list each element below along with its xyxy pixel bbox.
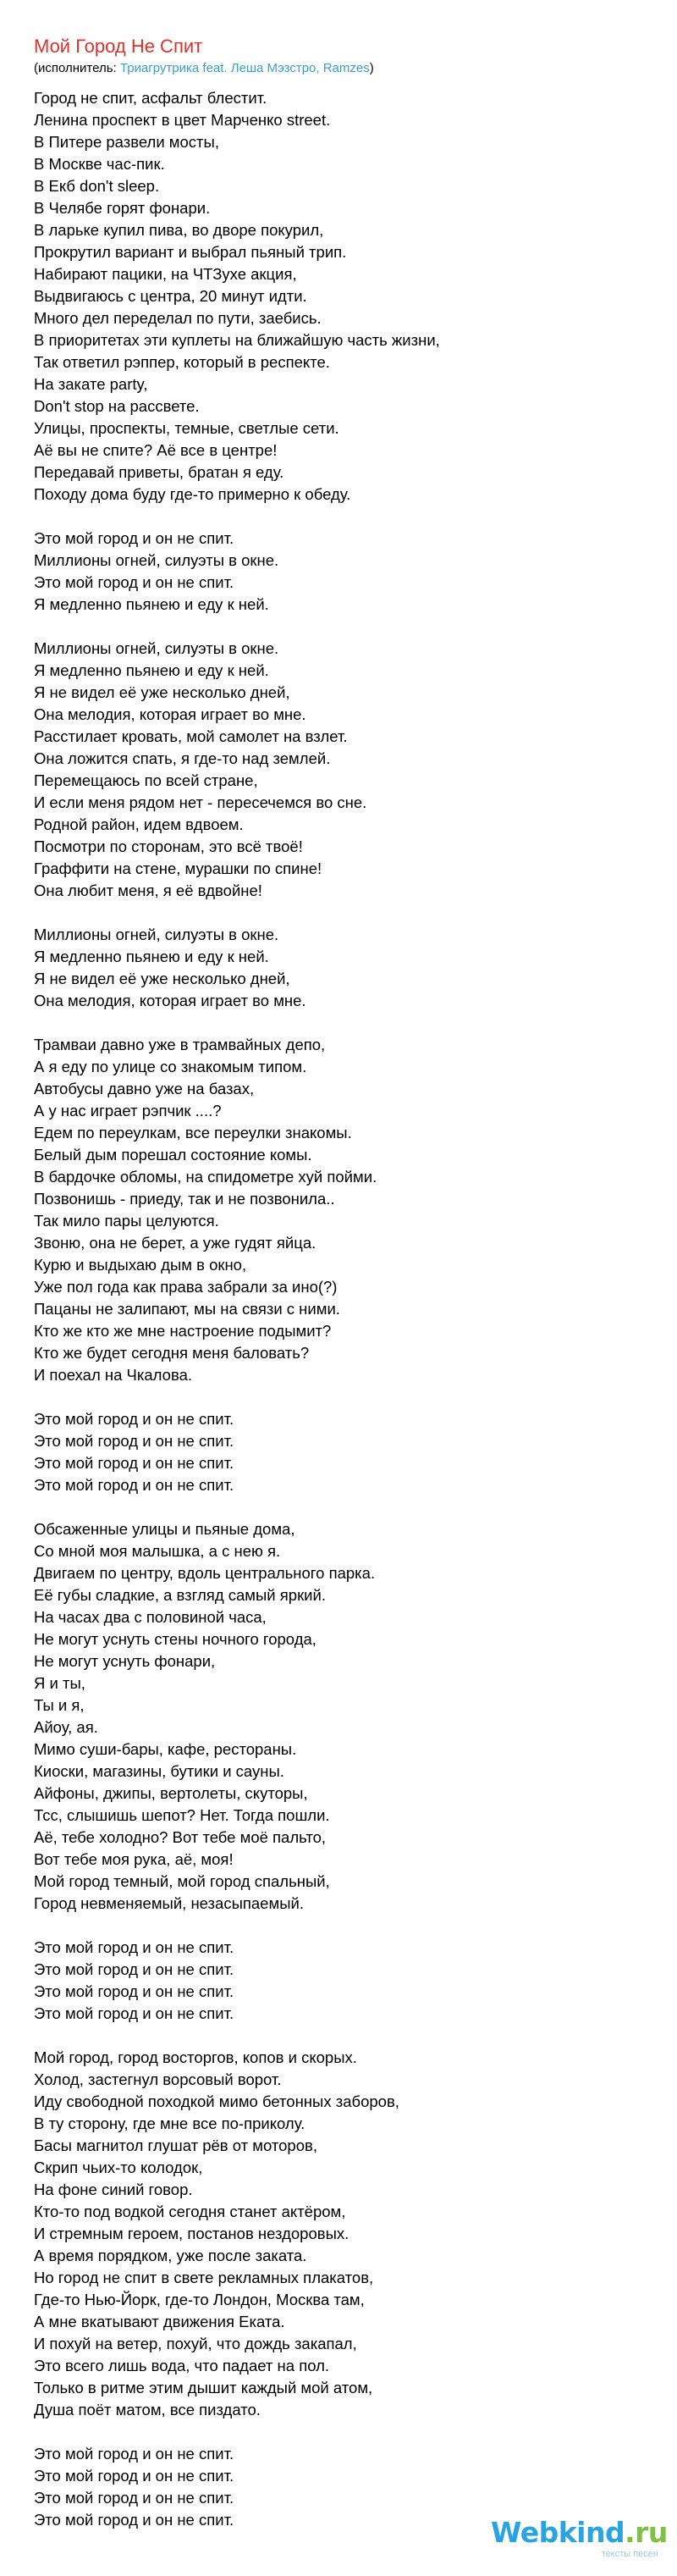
lyric-line: Басы магнитол глушат рёв от моторов, bbox=[34, 2137, 317, 2154]
lyric-line: Прокрутил вариант и выбрал пьяный трип. bbox=[34, 243, 347, 261]
lyric-line: Я не видел её уже несколько дней, bbox=[34, 970, 290, 987]
lyric-line: Мимо суши-бары, кафе, рестораны. bbox=[34, 1740, 297, 1758]
lyric-line: В Питере развели мосты, bbox=[34, 133, 219, 151]
lyric-line: Город невменяемый, незасыпаемый. bbox=[34, 1894, 304, 1912]
lyric-line: Ленина проспект в цвет Марченко street. bbox=[34, 111, 331, 129]
lyric-line: Кто же кто же мне настроение подымит? bbox=[34, 1322, 332, 1340]
lyric-line: Со мной моя малышка, а с нею я. bbox=[34, 1542, 281, 1560]
lyrics-stanza bbox=[34, 1034, 660, 1386]
lyric-line: Миллионы огней, силуэты в окне. bbox=[34, 926, 279, 943]
lyric-line: Выдвигаюсь с центра, 20 минут идти. bbox=[34, 287, 307, 305]
lyric-line: В Челябе горят фонари. bbox=[34, 199, 211, 217]
lyric-line: Но город не спит в свете рекламных плакатов, bbox=[34, 2269, 374, 2286]
lyric-line: Трамваи давно уже в трамвайных депо, bbox=[34, 1036, 326, 1053]
lyric-line: Это мой город и он не спит. bbox=[34, 2004, 234, 2022]
lyric-line: Это мой город и он не спит. bbox=[34, 2445, 234, 2463]
lyric-line: Миллионы огней, силуэты в окне. bbox=[34, 639, 279, 657]
lyric-line: Я медленно пьянею и еду к ней. bbox=[34, 595, 269, 613]
lyric-line: Походу дома буду где-то примерно к обеду. bbox=[34, 485, 351, 503]
lyric-line: В бардочке обломы, на спидометре хуй пойми. bbox=[34, 1168, 377, 1186]
lyric-line: На часах два с половиной часа, bbox=[34, 1608, 267, 1626]
lyric-line: Город не спит, асфальт блестит. bbox=[34, 89, 267, 107]
lyric-line: Где-то Нью-Йорк, где-то Лондон, Москва там, bbox=[34, 2291, 365, 2308]
lyric-line: Киоски, магазины, бутики и сауны. bbox=[34, 1762, 284, 1780]
lyric-line: Родной район, идем вдвоем. bbox=[34, 815, 244, 833]
lyric-line: Посмотри по сторонам, это всё твоё! bbox=[34, 837, 303, 855]
lyric-line: Звоню, она не берет, а уже гудят яйца. bbox=[34, 1234, 316, 1252]
lyrics-stanza bbox=[34, 924, 660, 1012]
credits-suffix: ) bbox=[369, 61, 374, 75]
lyric-line: Это мой город и он не спит. bbox=[34, 2467, 234, 2485]
lyric-line: Так мило пары целуются. bbox=[34, 1212, 219, 1230]
lyric-line: Она любит меня, я её вдвойне! bbox=[34, 882, 262, 899]
logo-wordmark bbox=[491, 2516, 668, 2549]
lyric-line: В приоритетах эти куплеты на ближайшую часть жизни, bbox=[34, 331, 440, 349]
lyric-line: Это мой город и он не спит. bbox=[34, 573, 234, 591]
logo-tagline: тексты песен bbox=[601, 2549, 658, 2559]
lyric-line: Я медленно пьянею и еду к ней. bbox=[34, 948, 269, 965]
lyric-line: Вот тебе моя рука, аё, моя! bbox=[34, 1850, 234, 1868]
lyric-line: Don't stop на рассвете. bbox=[34, 397, 200, 415]
lyrics-stanza bbox=[34, 638, 660, 902]
lyric-line: Уже пол года как права забрали за ино(?) bbox=[34, 1278, 338, 1296]
lyric-line: На фоне синий говор. bbox=[34, 2181, 193, 2198]
lyric-line: Набирают пацики, на ЧТЗухе акция, bbox=[34, 265, 297, 283]
lyric-line: Это мой город и он не спит. bbox=[34, 1960, 234, 1978]
lyric-line: А у нас играет рэпчик ....? bbox=[34, 1102, 222, 1119]
lyric-line: Это мой город и он не спит. bbox=[34, 2489, 234, 2507]
lyric-line: Я не видел её уже несколько дней, bbox=[34, 683, 290, 701]
lyric-line: А время порядком, уже после заката. bbox=[34, 2247, 307, 2264]
lyric-line: Кто же будет сегодня меня баловать? bbox=[34, 1344, 310, 1362]
lyric-line: Это мой город и он не спит. bbox=[34, 1454, 234, 1472]
lyric-line: Она мелодия, которая играет во мне. bbox=[34, 992, 306, 1009]
lyric-line: Это мой город и он не спит. bbox=[34, 1476, 234, 1494]
logo-word-ru: .ru bbox=[625, 2516, 668, 2549]
lyric-line: Едем по переулкам, все переулки знакомы. bbox=[34, 1124, 352, 1142]
credits-prefix: (исполнитель: bbox=[34, 61, 120, 75]
lyric-line: Позвонишь - приеду, так и не позвонила.. bbox=[34, 1190, 335, 1208]
lyric-line: Душа поёт матом, все пиздато. bbox=[34, 2401, 261, 2418]
lyrics-body bbox=[34, 87, 660, 2553]
artist-link[interactable]: Триагрутрика feat. Леша Мэзстро, Ramzes bbox=[119, 61, 370, 75]
lyric-line: Ты и я, bbox=[34, 1696, 85, 1714]
logo-word-web: Web bbox=[491, 2516, 559, 2549]
lyrics-stanza bbox=[34, 87, 660, 506]
song-credits bbox=[34, 61, 374, 76]
lyric-line: Это мой город и он не спит. bbox=[34, 1938, 234, 1956]
lyric-line: Курю и выдыхаю дым в окно, bbox=[34, 1256, 247, 1274]
lyric-line: Не могут уснуть стены ночного города, bbox=[34, 1630, 316, 1648]
lyric-line: Аё вы не спите? Аё все в центре! bbox=[34, 441, 278, 459]
lyric-line: А мне вкатывают движения Еката. bbox=[34, 2313, 285, 2330]
lyric-line: Миллионы огней, силуэты в окне. bbox=[34, 551, 279, 569]
lyric-line: И поехал на Чкалова. bbox=[34, 1366, 192, 1384]
lyric-line: А я еду по улице со знакомым типом. bbox=[34, 1058, 307, 1075]
lyric-line: На закате party, bbox=[34, 375, 148, 393]
lyric-line: Расстилает кровать, мой самолет на взлет. bbox=[34, 727, 348, 745]
lyric-line: Это мой город и он не спит. bbox=[34, 529, 234, 547]
lyric-line: Обсаженные улицы и пьяные дома, bbox=[34, 1520, 295, 1538]
lyric-line: Кто-то под водкой сегодня станет актёром, bbox=[34, 2203, 346, 2220]
lyric-line: Это мой город и он не спит. bbox=[34, 1432, 234, 1450]
lyric-line: Белый дым порешал состояние комы. bbox=[34, 1146, 312, 1164]
lyric-line: Айоу, ая. bbox=[34, 1718, 98, 1736]
lyric-line: Не могут уснуть фонари, bbox=[34, 1652, 216, 1670]
lyric-line: Это мой город и он не спит. bbox=[34, 1982, 234, 2000]
lyric-line: Перемещаюсь по всей стране, bbox=[34, 771, 258, 789]
lyric-line: Холод, застегнул ворсовый ворот. bbox=[34, 2070, 282, 2088]
lyric-line: Иду свободной походкой мимо бетонных заборов, bbox=[34, 2092, 399, 2110]
lyric-line: Это мой город и он не спит. bbox=[34, 1410, 234, 1428]
lyrics-stanza bbox=[34, 1518, 660, 1915]
lyric-line: Передавай приветы, братан я еду. bbox=[34, 463, 284, 481]
lyric-line: Я и ты, bbox=[34, 1674, 85, 1692]
lyrics-stanza bbox=[34, 1408, 660, 1496]
lyric-line: Она ложится спать, я где-то над землей. bbox=[34, 749, 331, 767]
webkind-logo[interactable] bbox=[491, 2516, 668, 2568]
lyric-line: В Екб don't sleep. bbox=[34, 177, 160, 195]
lyric-line: Аё, тебе холодно? Вот тебе моё пальто, bbox=[34, 1828, 327, 1846]
lyric-line: И стремным героем, постанов нездоровых. bbox=[34, 2225, 350, 2242]
lyric-line: Мой город темный, мой город спальный, bbox=[34, 1872, 330, 1890]
lyric-line: Автобусы давно уже на базах, bbox=[34, 1080, 255, 1097]
lyric-line: Я медленно пьянею и еду к ней. bbox=[34, 661, 269, 679]
lyric-line: Двигаем по центру, вдоль центрального парка. bbox=[34, 1564, 376, 1582]
lyric-line: Это всего лишь вода, что падает на пол. bbox=[34, 2357, 330, 2374]
lyric-line: Так ответил рэппер, который в респекте. bbox=[34, 353, 330, 371]
song-title: Мой Город Не Спит bbox=[34, 36, 203, 57]
lyric-line: Мой город, город восторгов, копов и скорых. bbox=[34, 2048, 357, 2066]
lyric-line: В ту сторону, где мне все по-приколу. bbox=[34, 2114, 305, 2132]
lyric-line: Улицы, проспекты, темные, светлые сети. bbox=[34, 419, 339, 437]
lyric-line: Много дел переделал по пути, заебись. bbox=[34, 309, 322, 327]
lyric-line: Только в ритме этим дышит каждый мой атом, bbox=[34, 2379, 373, 2396]
lyric-line: Это мой город и он не спит. bbox=[34, 2511, 234, 2529]
lyric-line: Пацаны не залипают, мы на связи с ними. bbox=[34, 1300, 340, 1318]
logo-word-kind: kind bbox=[558, 2516, 625, 2549]
lyric-line: В ларьке купил пива, во дворе покурил, bbox=[34, 221, 324, 239]
lyric-line: Тсс, слышишь шепот? Нет. Тогда пошли. bbox=[34, 1806, 330, 1824]
lyric-line: Скрип чьих-то колодок, bbox=[34, 2159, 203, 2176]
lyric-line: Граффити на стене, мурашки по спине! bbox=[34, 860, 322, 877]
lyrics-stanza bbox=[34, 528, 660, 616]
lyric-line: Её губы сладкие, а взгляд самый яркий. bbox=[34, 1586, 326, 1604]
lyric-line: В Москве час-пик. bbox=[34, 155, 165, 173]
lyric-line: Она мелодия, которая играет во мне. bbox=[34, 705, 306, 723]
lyrics-stanza bbox=[34, 2047, 660, 2421]
lyric-line: И похуй на ветер, похуй, что дождь закапал, bbox=[34, 2335, 357, 2352]
lyrics-stanza bbox=[34, 1937, 660, 2025]
lyric-line: И если меня рядом нет - пересечемся во сне. bbox=[34, 793, 367, 811]
lyric-line: Айфоны, джипы, вертолеты, скуторы, bbox=[34, 1784, 308, 1802]
